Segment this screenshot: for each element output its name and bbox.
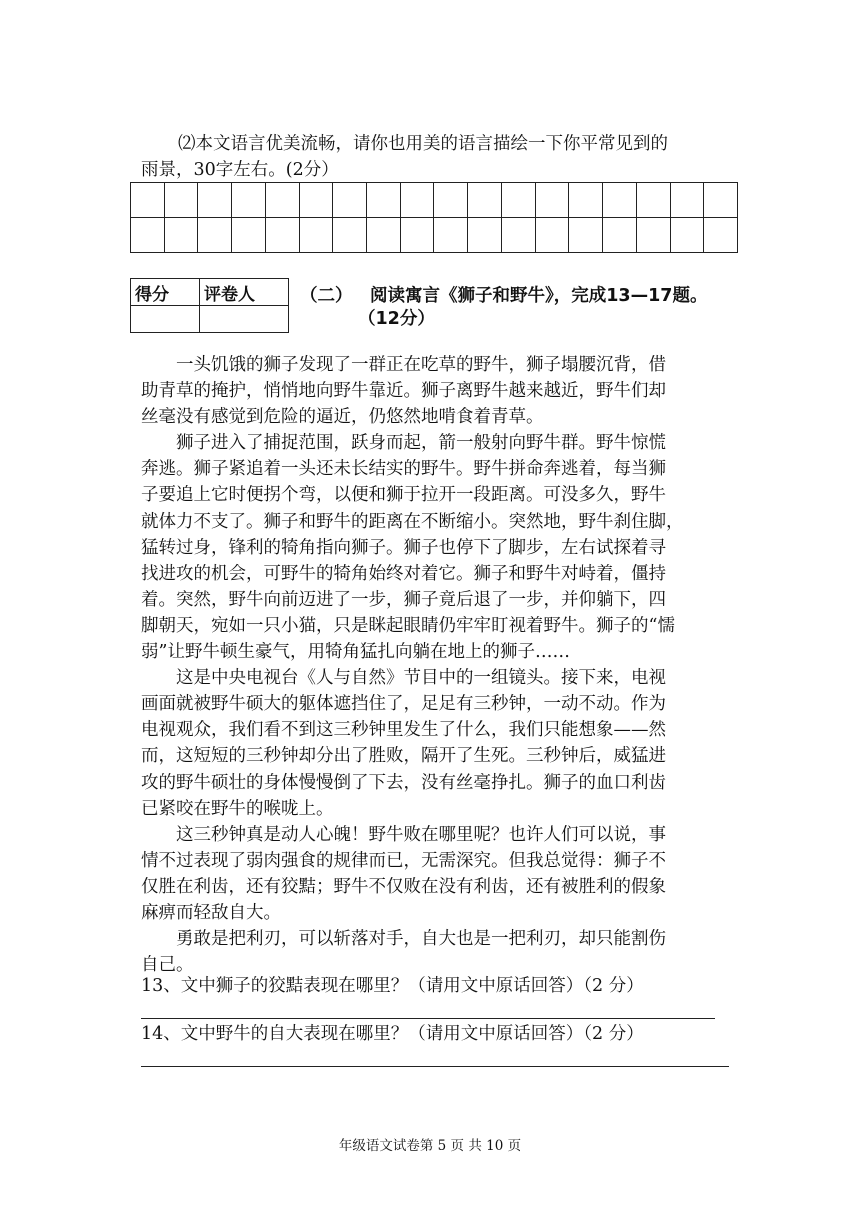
passage-line: 找进攻的机会，可野牛的犄角始终对着它。狮子和野牛对峙着，僵持 xyxy=(141,563,666,584)
section-points: （12分） xyxy=(358,309,435,329)
answer-cell[interactable] xyxy=(670,183,704,218)
passage-line: 自己。 xyxy=(141,955,194,976)
answer-cell[interactable] xyxy=(400,183,434,218)
passage-line: 情不过表现了弱肉强食的规律而已，无需深究。但我总觉得：狮子不 xyxy=(141,850,666,871)
question-12-2-line1: ⑵本文语言优美流畅，请你也用美的语言描绘一下你平常见到的 xyxy=(178,134,668,154)
passage-line: 已紧咬在野牛的喉咙上。 xyxy=(141,798,334,819)
passage-line: 弱”让野牛顿生豪气，用犄角猛扎向躺在地上的狮子…… xyxy=(141,642,570,663)
answer-cell[interactable] xyxy=(434,218,468,253)
question-14: 14、文中野牛的自大表现在哪里？（请用文中原话回答）（2 分） xyxy=(141,1024,644,1044)
passage-line: 着。突然，野牛向前迈进了一步，狮子竟后退了一步，并仰躺下，四 xyxy=(141,589,666,610)
passage-line: 麻痹而轻敌自大。 xyxy=(141,902,281,923)
answer-cell[interactable] xyxy=(198,183,232,218)
score-field[interactable] xyxy=(131,306,200,333)
answer-cell[interactable] xyxy=(299,218,333,253)
passage-line: 狮子进入了捕捉范围，跃身而起，箭一般射向野牛群。野牛惊慌 xyxy=(141,433,666,454)
passage-line: 画面就被野牛硕大的躯体遮挡住了，足足有三秒钟，一动不动。作为 xyxy=(141,694,666,715)
question-12-2-line2: 雨景，30字左右。(2分） xyxy=(141,160,339,180)
grader-header: 评卷人 xyxy=(200,279,289,306)
answer-cell[interactable] xyxy=(704,183,738,218)
answer-cell[interactable] xyxy=(198,218,232,253)
answer-cell[interactable] xyxy=(131,218,165,253)
passage-line: 攻的野牛硕壮的身体慢慢倒了下去，没有丝毫挣扎。狮子的血口利齿 xyxy=(141,772,666,793)
answer-cell[interactable] xyxy=(131,183,165,218)
passage-line: 就体力不支了。狮子和野牛的距离在不断缩小。突然地，野牛刹住脚， xyxy=(141,511,684,532)
passage xyxy=(141,352,727,978)
section-title: 阅读寓言《狮子和野牛》，完成13—17题。 xyxy=(370,286,708,306)
answer-cell[interactable] xyxy=(636,218,670,253)
answer-cell[interactable] xyxy=(636,183,670,218)
answer-cell[interactable] xyxy=(367,183,401,218)
passage-line: 猛转过身，锋利的犄角指向狮子。狮子也停下了脚步，左右试探着寻 xyxy=(141,537,666,558)
passage-line: 电视观众，我们看不到这三秒钟里发生了什么，我们只能想象——然 xyxy=(141,720,666,741)
answer-cell[interactable] xyxy=(164,183,198,218)
answer-cell[interactable] xyxy=(603,218,637,253)
answer-cell[interactable] xyxy=(501,218,535,253)
answer-cell[interactable] xyxy=(164,218,198,253)
answer-cell[interactable] xyxy=(367,218,401,253)
answer-line-13[interactable] xyxy=(141,1018,715,1019)
answer-cell[interactable] xyxy=(569,218,603,253)
answer-cell[interactable] xyxy=(670,218,704,253)
answer-cell[interactable] xyxy=(333,218,367,253)
grader-field[interactable] xyxy=(200,306,289,333)
answer-cell[interactable] xyxy=(535,183,569,218)
passage-line: 这是中央电视台《人与自然》节目中的一组镜头。接下来，电视 xyxy=(141,668,666,689)
answer-cell[interactable] xyxy=(704,218,738,253)
score-box xyxy=(130,278,289,333)
answer-cell[interactable] xyxy=(468,218,502,253)
passage-line: 脚朝天，宛如一只小猫，只是眯起眼睛仍牢牢盯视着野牛。狮子的“懦 xyxy=(141,615,675,636)
passage-line: 奔逃。狮子紧追着一头还未长结实的野牛。野牛拼命奔逃着，每当狮 xyxy=(141,459,666,480)
answer-line-14[interactable] xyxy=(141,1066,729,1067)
answer-cell[interactable] xyxy=(265,183,299,218)
passage-line: 仅胜在利齿，还有狡黠；野牛不仅败在没有利齿，还有被胜利的假象 xyxy=(141,876,666,897)
passage-line: 这三秒钟真是动人心魄！野牛败在哪里呢？也许人们可以说，事 xyxy=(141,824,666,845)
answer-cell[interactable] xyxy=(603,183,637,218)
answer-grid-row xyxy=(131,218,738,253)
answer-cell[interactable] xyxy=(501,183,535,218)
passage-line: 助青草的掩护，悄悄地向野牛靠近。狮子离野牛越来越近，野牛们却 xyxy=(141,381,666,402)
answer-cell[interactable] xyxy=(400,218,434,253)
score-header: 得分 xyxy=(131,279,200,306)
answer-cell[interactable] xyxy=(265,218,299,253)
answer-cell[interactable] xyxy=(232,183,266,218)
page-footer: 年级语文试卷第 5 页 共 10 页 xyxy=(338,1138,522,1154)
answer-cell[interactable] xyxy=(468,183,502,218)
passage-line: 丝毫没有感觉到危险的逼近，仍悠然地啃食着青草。 xyxy=(141,407,544,428)
answer-cell[interactable] xyxy=(535,218,569,253)
passage-line: 勇敢是把利刃，可以斩落对手，自大也是一把利刃，却只能割伤 xyxy=(141,929,666,950)
answer-cell[interactable] xyxy=(569,183,603,218)
answer-grid[interactable] xyxy=(130,182,738,253)
passage-line: 一头饥饿的狮子发现了一群正在吃草的野牛，狮子塌腰沉背，借 xyxy=(141,355,666,375)
passage-line: 而，这短短的三秒钟却分出了胜败，隔开了生死。三秒钟后，威猛进 xyxy=(141,746,666,767)
passage-line: 子要追上它时便拐个弯，以便和狮于拉开一段距离。可没多久，野牛 xyxy=(141,485,666,506)
answer-grid-row xyxy=(131,183,738,218)
answer-cell[interactable] xyxy=(333,183,367,218)
question-13: 13、文中狮子的狡黠表现在哪里？（请用文中原话回答）（2 分） xyxy=(141,976,644,996)
section-number: （二） xyxy=(300,286,353,306)
answer-cell[interactable] xyxy=(434,183,468,218)
answer-cell[interactable] xyxy=(299,183,333,218)
answer-cell[interactable] xyxy=(232,218,266,253)
